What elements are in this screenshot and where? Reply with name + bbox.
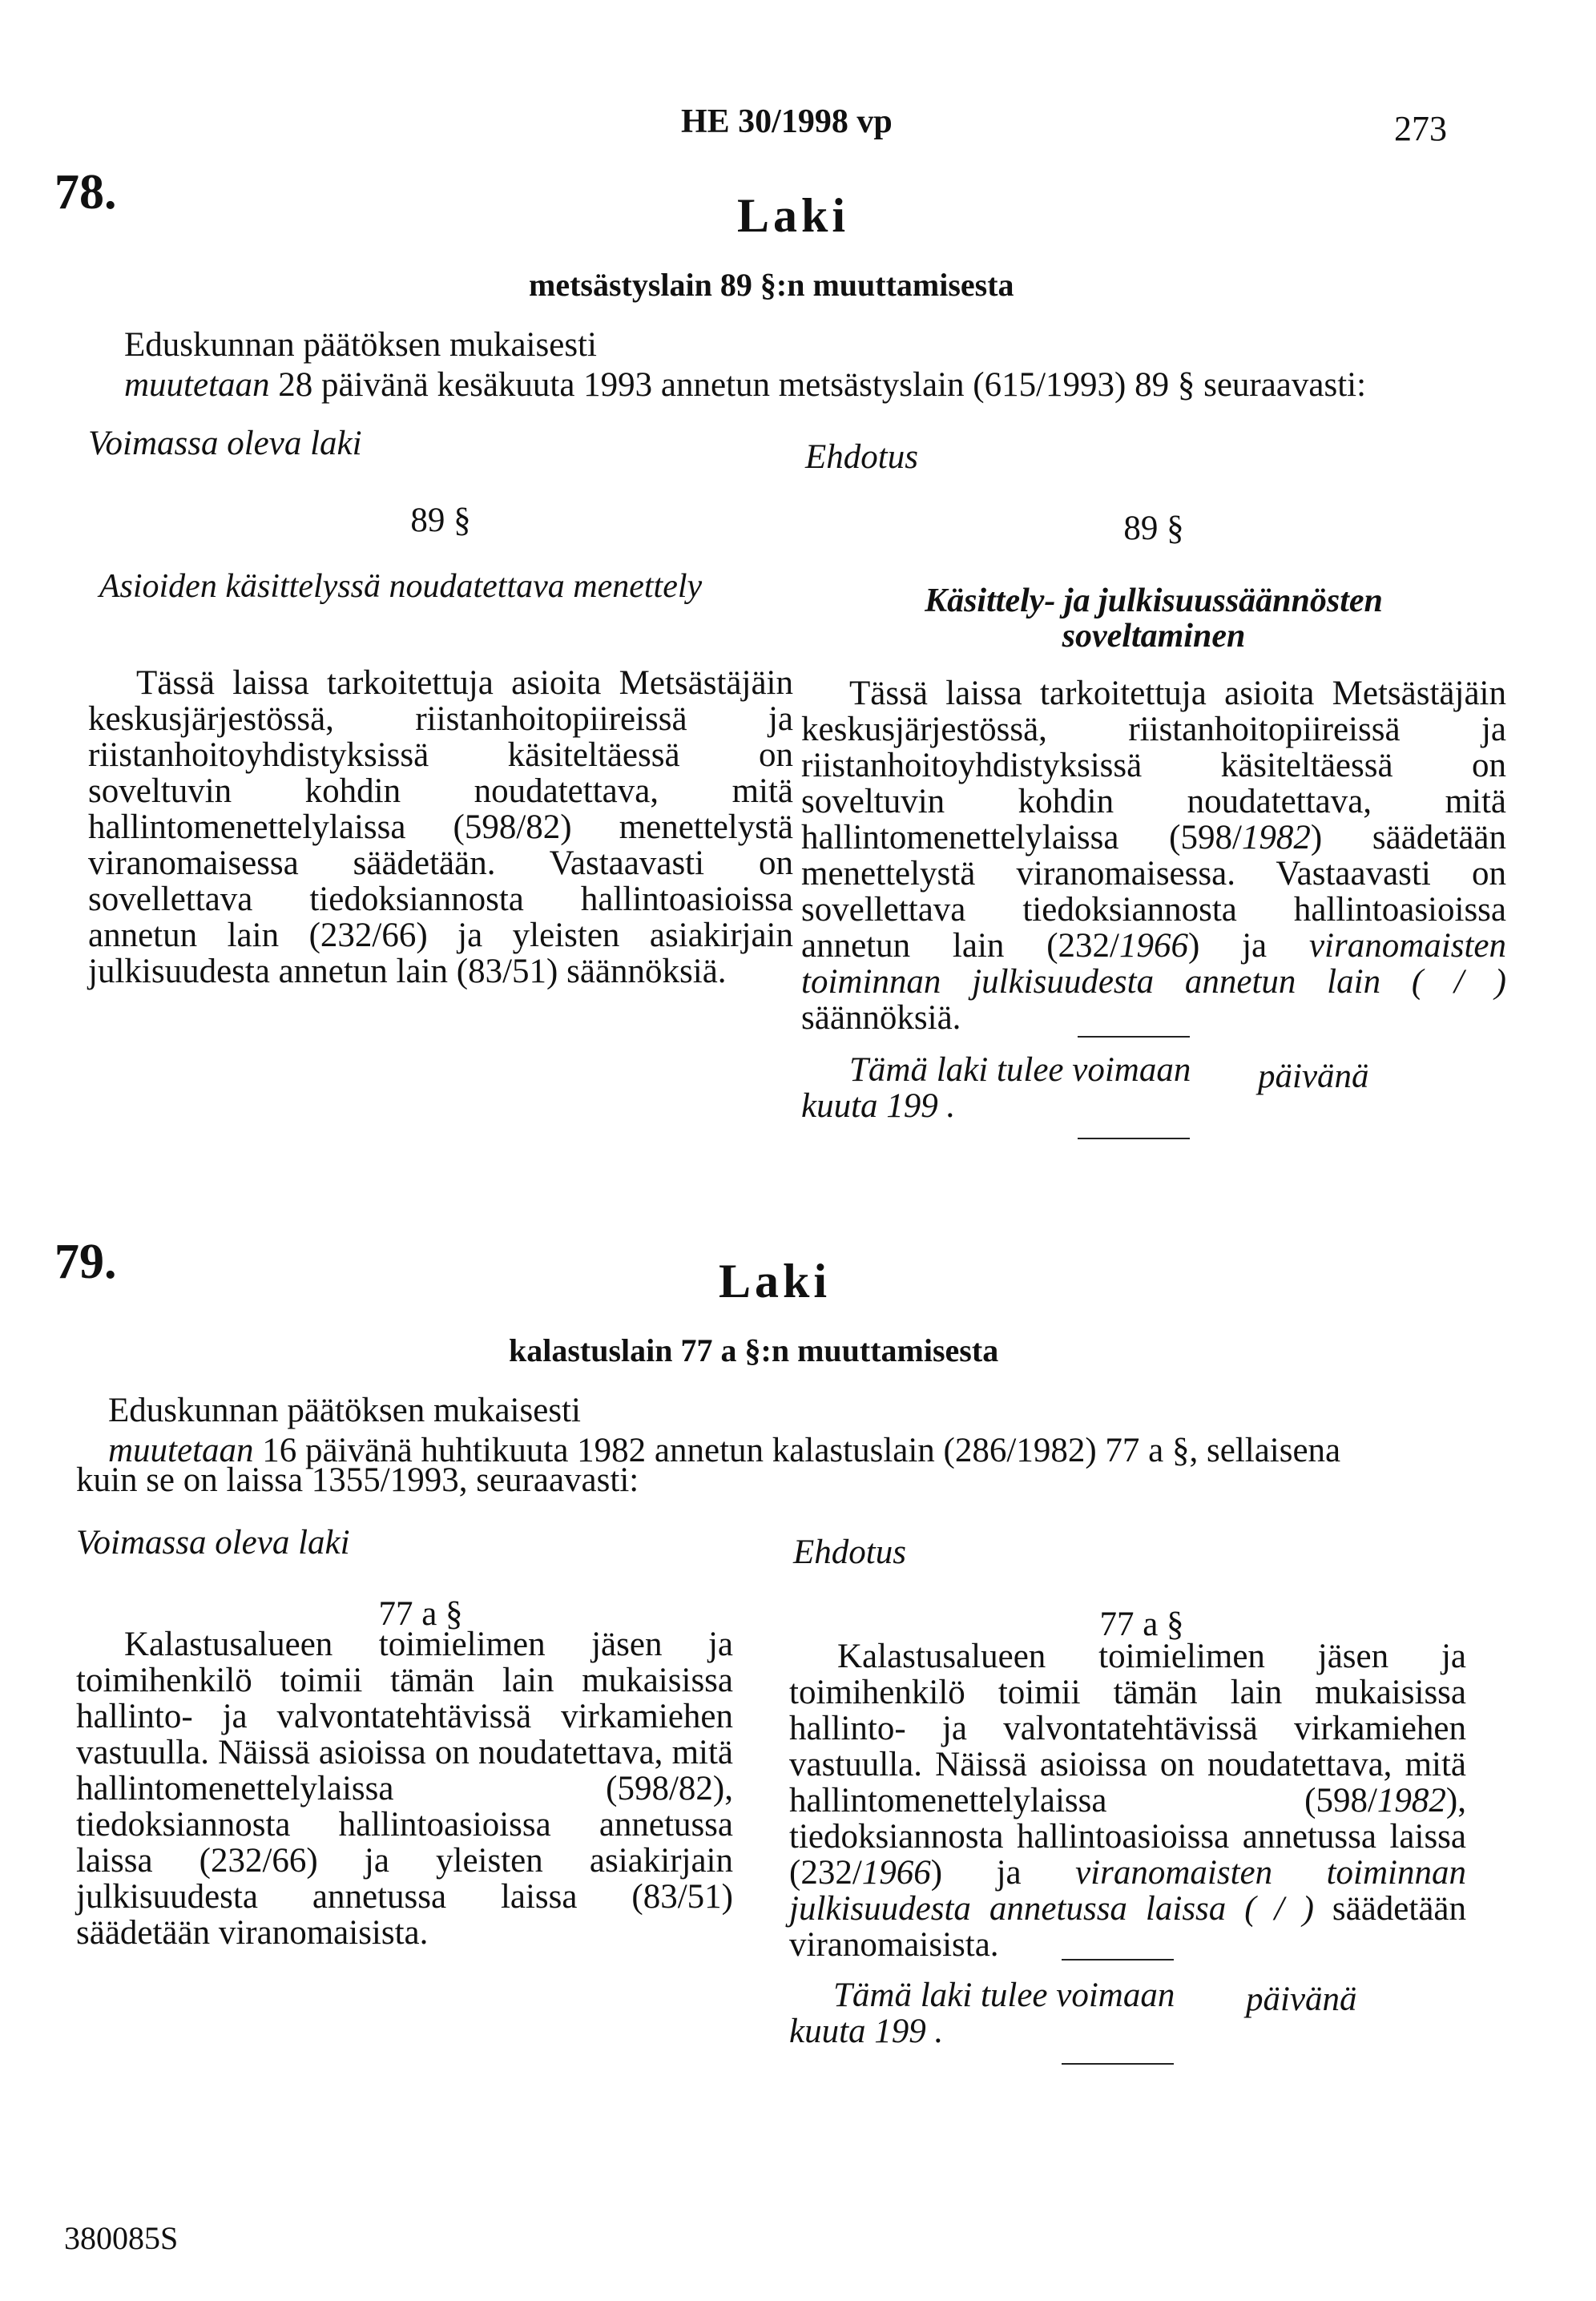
intro-amend-line	[124, 365, 1366, 406]
intro-amend-verb: muutetaan	[108, 1432, 254, 1469]
divider-rule	[1062, 2063, 1174, 2065]
section-paragraph	[789, 1638, 1466, 1963]
law-number: 78.	[54, 165, 117, 220]
intro-line: Eduskunnan päätöksen mukaisesti	[124, 326, 597, 364]
section-text-proposal	[789, 1638, 1466, 1963]
text-run: ) säädetään menettelystä viranomaisessa. Vastaavasti on sovellettava tiedoksiannosta hallintoasioissa annetun lain (232/	[801, 819, 1506, 965]
intro-amend-text: 28 päivänä kesäkuuta 1993 annetun metsästyslain (615/1993) 89 § seuraavasti:	[269, 366, 1367, 404]
text-run-italic: viranomaisten toiminnan julkisuudesta annetussa laissa ( / )	[789, 1854, 1466, 1928]
section-paragraph	[801, 675, 1506, 1036]
law-subtitle: kalastuslain 77 a §:n muuttamisesta	[509, 1332, 999, 1368]
section-title-proposal: Käsittely- ja julkisuussäännösten soveltaminen	[925, 582, 1383, 655]
document-header: HE 30/1998 vp	[681, 103, 893, 140]
effective-clause: Tämä laki tulee voimaan	[849, 1051, 1191, 1089]
intro-amend-text: 16 päivänä huhtikuuta 1982 annetun kalastuslain (286/1982) 77 a §, sellaisena	[253, 1432, 1341, 1469]
effective-clause-month: kuuta 199 .	[789, 2013, 944, 2050]
section-number-proposal: 77 a §	[1099, 1606, 1184, 1643]
law-title: Laki	[719, 1255, 832, 1308]
column-heading-proposal: Ehdotus	[805, 438, 918, 476]
law-number: 79.	[54, 1235, 117, 1289]
column-heading-current: Voimassa oleva laki	[76, 1524, 350, 1562]
section-number-proposal: 89 §	[1123, 510, 1184, 547]
text-run: Kalastusalueen toimielimen jäsen ja toimihenkilö toimii tämän lain mukaisissa hallinto- ja valvontatehtävissä virkamiehen vastuulla. Näissä asioissa on noudatettava, mitä hallintomenettelylaissa (598/	[789, 1638, 1466, 1819]
text-run: säädetään viranomaisista.	[789, 1890, 1467, 1964]
effective-clause-month: kuuta 199 .	[801, 1087, 956, 1125]
divider-rule	[1078, 1036, 1190, 1038]
effective-clause-day: päivänä	[1246, 1981, 1357, 2018]
footer-code: 380085S	[64, 2220, 179, 2256]
page-number: 273	[1394, 109, 1447, 148]
effective-clause: Tämä laki tulee voimaan	[833, 1977, 1175, 2014]
text-run-italic: viranomaisten toiminnan julkisuudesta annetun lain ( / )	[801, 927, 1506, 1001]
text-run-italic: 1966	[861, 1854, 931, 1892]
text-run: Tässä laissa tarkoitettuja asioita Metsästäjäin keskusjärjestössä, riistanhoitopiireissä ja riistanhoitoyhdistyksissä käsiteltäessä on soveltuvin kohdin noudatettava, mitä hallintomenettelylaissa (598/	[801, 675, 1506, 856]
divider-rule	[1062, 1959, 1174, 1960]
section-text-proposal	[801, 675, 1506, 1036]
text-run: ), tiedoksiannosta hallintoasioissa annetussa laissa (232/	[789, 1782, 1466, 1892]
column-heading-current: Voimassa oleva laki	[88, 425, 362, 462]
law-subtitle: metsästyslain 89 §:n muuttamisesta	[529, 267, 1014, 303]
section-text-current	[88, 665, 793, 989]
intro-amend-verb: muutetaan	[124, 366, 270, 404]
section-number-current: 77 a §	[378, 1595, 463, 1633]
intro-amend-line-cont: kuin se on laissa 1355/1993, seuraavasti:	[76, 1461, 639, 1499]
section-paragraph: Tässä laissa tarkoitettuja asioita Metsästäjäin keskusjärjestössä, riistanhoitopiireissä ja riistanhoitoyhdistyksissä käsiteltäessä on soveltuvin kohdin noudatettava, mitä hallintomenettelylaissa (598/82) menettelystä viranomaisessa säädetään. Vastaavasti on sovellettava tiedoksiannosta hallintoasioissa annetun lain (232/66) ja yleisten asiakirjain julkisuudesta annetun lain (83/51) säännöksiä.	[88, 664, 793, 990]
text-run: ) ja	[1187, 927, 1309, 965]
text-run-italic: 1966	[1118, 927, 1188, 965]
law-title: Laki	[737, 189, 850, 242]
text-run: ) ja	[930, 1854, 1076, 1892]
section-title-current: Asioiden käsittelyssä noudatettava menettely	[99, 568, 703, 605]
column-heading-proposal: Ehdotus	[793, 1533, 906, 1571]
text-run-italic: 1982	[1376, 1782, 1446, 1819]
section-number-current: 89 §	[410, 502, 471, 539]
text-run-italic: 1982	[1241, 819, 1311, 856]
intro-line: Eduskunnan päätöksen mukaisesti	[108, 1392, 581, 1429]
effective-clause-day: päivänä	[1258, 1058, 1369, 1095]
section-paragraph: Kalastusalueen toimielimen jäsen ja toimihenkilö toimii tämän lain mukaisissa hallinto- ja valvontatehtävissä virkamiehen vastuulla. Näissä asioissa on noudatettava, mitä hallintomenettelylaissa (598/82), tiedoksiannosta hallintoasioissa annetussa laissa (232/66) ja yleisten asiakirjain julkisuudesta annetussa laissa (83/51) säädetään viranomaisista.	[76, 1626, 733, 1952]
divider-rule	[1078, 1138, 1190, 1139]
text-run: säännöksiä.	[801, 999, 961, 1037]
section-text-current	[76, 1626, 733, 1951]
